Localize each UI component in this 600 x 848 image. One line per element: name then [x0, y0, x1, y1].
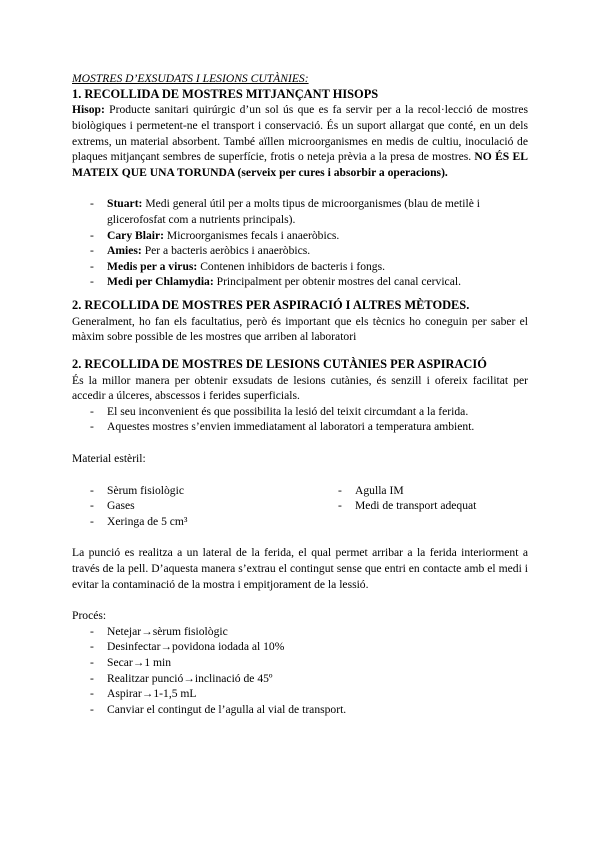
list-item	[72, 228, 528, 244]
list-item: - Sèrum fisiològic	[72, 483, 336, 499]
list-item: - Gases	[72, 498, 336, 514]
media-term: Amies:	[107, 244, 142, 258]
list-item: - Desinfectar→povidona iodada al 10%	[72, 639, 528, 655]
hisop-definition: Producte sanitari quirúrgic d’un sol ús que es fa servir per a la recol·lecció de mostres biològiques i permetent-ne el transport i conservació. És un suport allargat que conté, en un dels extrems, un material absorbent. També aïllen microorganismes en medis de cultiu, inoculació de plaques mitjançant sembres de superfície, frotis o neteja prèvia a la presa de mostres.	[72, 103, 528, 164]
material-list	[72, 483, 528, 530]
list-item: - Medi de transport adequat	[336, 498, 528, 514]
section-heading-hisops: 1. RECOLLIDA DE MOSTRES MITJANÇANT HISOPS	[72, 86, 379, 101]
hisop-paragraph	[72, 102, 528, 180]
media-term: Cary Blair:	[107, 228, 164, 242]
list-item	[72, 243, 528, 259]
media-term: Medi per Chlamydia:	[107, 275, 214, 289]
media-term: Medis per a virus:	[107, 259, 198, 273]
media-term: Stuart:	[107, 197, 143, 211]
list-item: - Xeringa de 5 cm³	[72, 514, 336, 530]
document-page	[72, 71, 528, 717]
material-list-left	[72, 483, 336, 530]
list-item	[72, 196, 528, 227]
lesions-paragraph: És la millor manera per obtenir exsudats de lesions cutànies, és senzill i ofereix facilitat per accedir a úlceres, abscessos i ferides superficials.	[72, 373, 528, 403]
media-desc: Principalment per obtenir mostres del canal cervical.	[216, 275, 461, 289]
hisop-term: Hisop:	[72, 103, 105, 117]
list-item: - Agulla IM	[336, 483, 528, 499]
list-item: - Realitzar punció→inclinació de 45º	[72, 671, 528, 687]
document-title: MOSTRES D’EXSUDATS I LESIONS CUTÀNIES:	[72, 72, 309, 85]
list-item: - Canviar el contingut de l’agulla al vial de transport.	[72, 702, 528, 718]
material-label: Material estèril:	[72, 452, 146, 466]
list-item: - Aspirar→1-1,5 mL	[72, 686, 528, 702]
list-item: - Netejar→sèrum fisiològic	[72, 624, 528, 640]
aspiracio-paragraph: Generalment, ho fan els facultatius, però és important que els tècnics ho coneguin per saber el màxim sobre possible de les mostres que arriben al laboratori	[72, 314, 528, 344]
lesions-points-list	[72, 404, 528, 435]
media-desc: Microorganismes fecals i anaeròbics.	[166, 228, 340, 242]
media-desc: Per a bacteris aeròbics i anaeròbics.	[144, 244, 311, 258]
proces-list	[72, 624, 528, 718]
puncio-paragraph: La punció es realitza a un lateral de la ferida, el qual permet arribar a la ferida interiorment a través de la pell. D’aquesta manera s’extrau el contingut sense que entri en contacte amb el medi i evitar la contaminació de la mostra i empitjorament de la lessió.	[72, 546, 528, 591]
media-desc: Medi general útil per a molts tipus de microorganismes (blau de metilè i glicerofosfat com a nutrients principals).	[107, 197, 480, 226]
torunda-note: NO ÉS EL MATEIX QUE UNA TORUNDA (serveix per cures i absorbir a operacions).	[72, 150, 528, 179]
list-item: - El seu inconvenient és que possibilita la lesió del teixit circumdant a la ferida.	[72, 404, 528, 420]
section-heading-aspiracio: 2. RECOLLIDA DE MOSTRES PER ASPIRACIÓ I ALTRES MÈTODES.	[72, 297, 470, 312]
section-heading-lesions: 2. RECOLLIDA DE MOSTRES DE LESIONS CUTÀNIES PER ASPIRACIÓ	[72, 356, 487, 371]
list-item: - Secar→1 min	[72, 655, 528, 671]
transport-media-list	[72, 196, 528, 290]
media-desc: Contenen inhibidors de bacteris i fongs.	[200, 259, 386, 273]
proces-label: Procés:	[72, 609, 107, 623]
list-item	[72, 274, 528, 290]
list-item: - Aquestes mostres s’envien immediatament al laboratori a temperatura ambient.	[72, 419, 528, 435]
list-item	[72, 259, 528, 275]
material-list-right	[336, 483, 528, 514]
